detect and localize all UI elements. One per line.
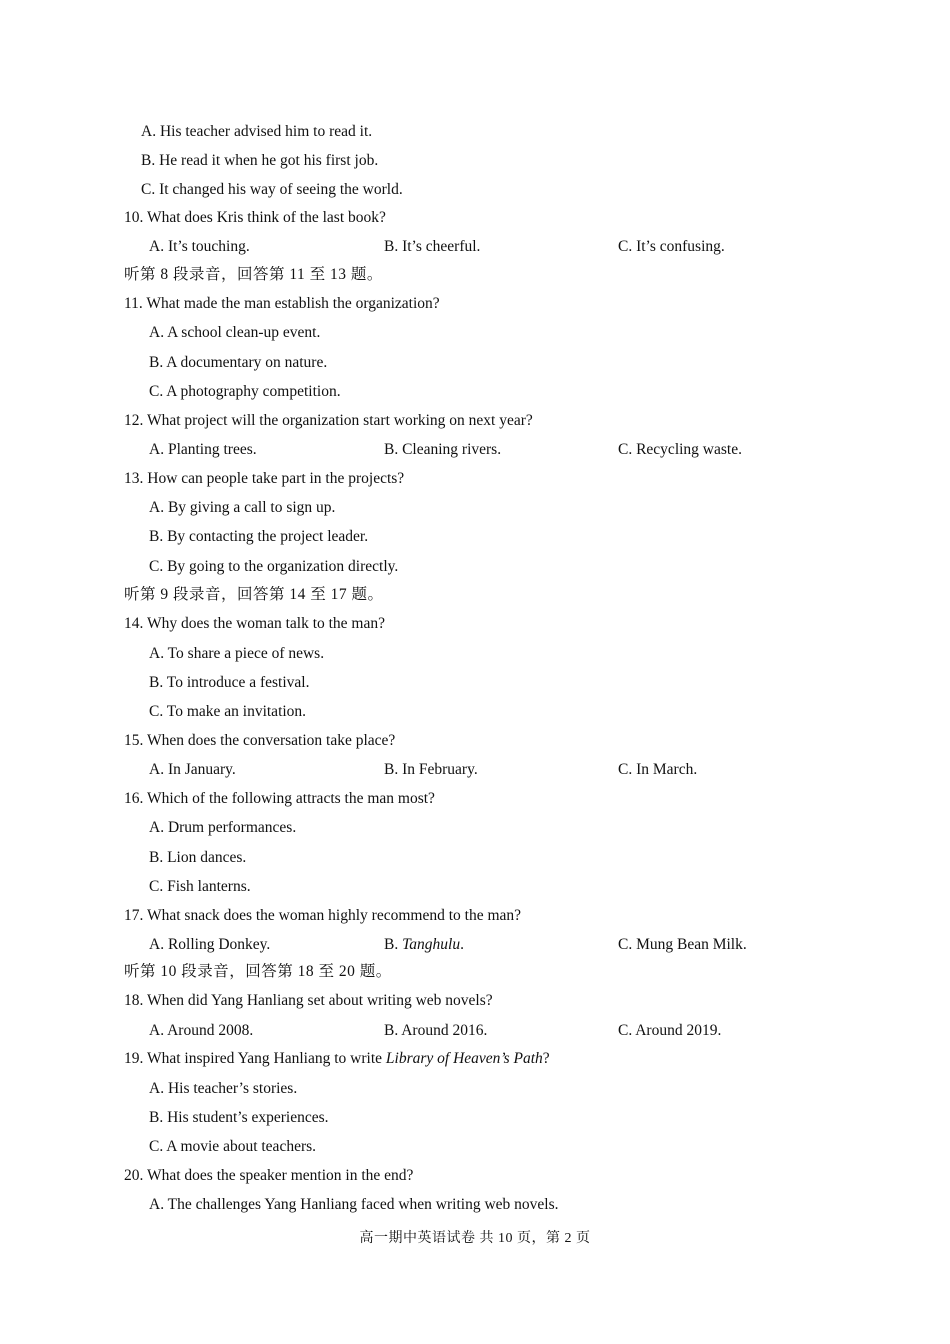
- q17-option-b: [384, 935, 464, 955]
- q19-stem-suffix: ?: [542, 1050, 550, 1067]
- q16-option-c: C. Fish lanterns.: [149, 878, 251, 895]
- section-9-instruction: 听第 9 段录音，回答第 14 至 17 题。: [124, 586, 384, 603]
- q14-option-a: A. To share a piece of news.: [149, 645, 325, 662]
- q20-stem: 20. What does the speaker mention in the end?: [124, 1167, 414, 1184]
- page-footer: 高一期中英语试卷 共 10 页，第 2 页: [359, 1231, 591, 1246]
- q11-stem: 11. What made the man establish the organization?: [124, 295, 440, 312]
- q19-option-b: B. His student’s experiences.: [149, 1109, 329, 1126]
- q15-option-b: B. In February.: [384, 761, 478, 778]
- q16-option-b: B. Lion dances.: [149, 849, 247, 866]
- q9-option-b: B. He read it when he got his first job.: [141, 152, 379, 169]
- q12-option-c: C. Recycling waste.: [618, 441, 742, 458]
- q10-option-c: C. It’s confusing.: [618, 238, 725, 255]
- q14-stem: 14. Why does the woman talk to the man?: [124, 615, 386, 632]
- q19-stem-prefix: 19. What inspired Yang Hanliang to write: [124, 1050, 386, 1067]
- q13-option-c: C. By going to the organization directly.: [149, 558, 399, 575]
- q13-option-b: B. By contacting the project leader.: [149, 528, 369, 545]
- q16-stem: 16. Which of the following attracts the man most?: [124, 790, 435, 807]
- q17-stem: 17. What snack does the woman highly recommend to the man?: [124, 907, 522, 924]
- q11-option-c: C. A photography competition.: [149, 383, 341, 400]
- q11-option-a: A. A school clean-up event.: [149, 324, 321, 341]
- section-8-instruction: 听第 8 段录音，回答第 11 至 13 题。: [124, 266, 383, 283]
- q18-option-c: C. Around 2019.: [618, 1022, 722, 1039]
- q12-stem: 12. What project will the organization start working on next year?: [124, 412, 533, 429]
- q17-option-b-suffix: .: [460, 936, 464, 953]
- q19-option-c: C. A movie about teachers.: [149, 1138, 317, 1155]
- q13-stem: 13. How can people take part in the projects?: [124, 470, 405, 487]
- q15-option-c: C. In March.: [618, 761, 698, 778]
- q19-option-a: A. His teacher’s stories.: [149, 1080, 298, 1097]
- q14-option-b: B. To introduce a festival.: [149, 674, 310, 691]
- section-10-instruction: 听第 10 段录音，回答第 18 至 20 题。: [124, 963, 392, 980]
- q10-stem: 10. What does Kris think of the last book?: [124, 209, 386, 226]
- q12-option-b: B. Cleaning rivers.: [384, 441, 502, 458]
- q17-option-c: C. Mung Bean Milk.: [618, 936, 747, 953]
- q15-stem: 15. When does the conversation take place?: [124, 732, 396, 749]
- q12-option-a: A. Planting trees.: [149, 441, 257, 458]
- q15-option-a: A. In January.: [149, 761, 236, 778]
- q16-option-a: A. Drum performances.: [149, 819, 297, 836]
- q10-option-b: B. It’s cheerful.: [384, 238, 481, 255]
- q18-stem: 18. When did Yang Hanliang set about writing web novels?: [124, 992, 493, 1009]
- q9-option-a: A. His teacher advised him to read it.: [141, 123, 373, 140]
- q18-option-b: B. Around 2016.: [384, 1022, 488, 1039]
- q11-option-b: B. A documentary on nature.: [149, 354, 328, 371]
- q9-option-c: C. It changed his way of seeing the world.: [141, 181, 403, 198]
- q10-option-a: A. It’s touching.: [149, 238, 250, 255]
- q18-option-a: A. Around 2008.: [149, 1022, 254, 1039]
- q17-option-b-italic: Tanghulu: [402, 936, 461, 953]
- q14-option-c: C. To make an invitation.: [149, 703, 307, 720]
- q19-stem: [124, 1049, 550, 1069]
- q13-option-a: A. By giving a call to sign up.: [149, 499, 336, 516]
- q17-option-b-prefix: B.: [384, 936, 403, 953]
- q19-book-title: Library of Heaven’s Path: [385, 1050, 543, 1067]
- q17-option-a: A. Rolling Donkey.: [149, 936, 271, 953]
- q20-option-a: A. The challenges Yang Hanliang faced when writing web novels.: [149, 1196, 559, 1213]
